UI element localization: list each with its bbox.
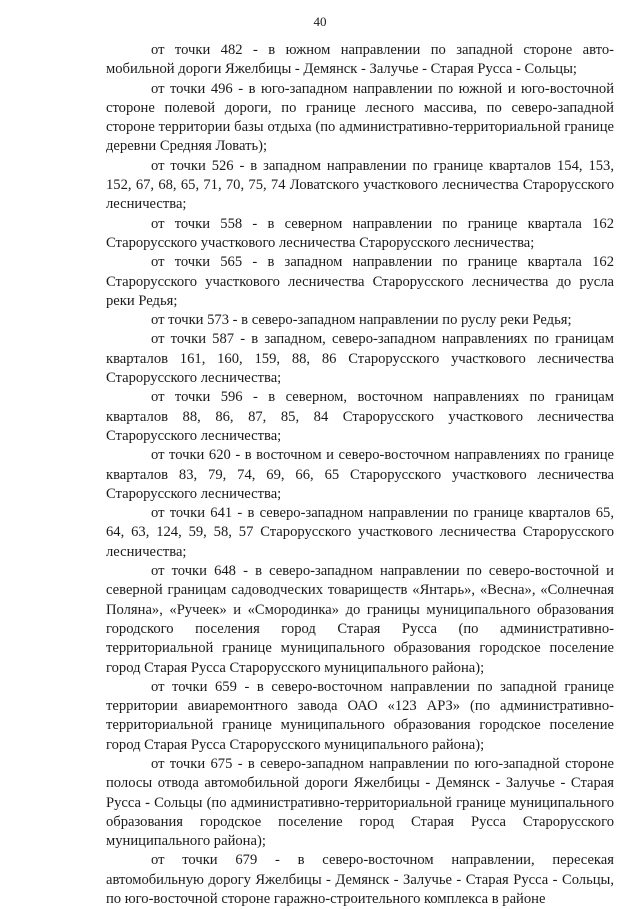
paragraph-point-659: от точки 659 - в северо-восточном направлении по западной границе территории авиаремонтного завода ОАО «123 АРЗ» (по административно-территориальной границе муниципального образования городское поселение город Старая Русса Старорусского муниципального района);	[106, 678, 614, 753]
paragraph-point-641: от точки 641 - в северо-западном направлении по границе кварталов 65, 64, 63, 124, 59, 58, 57 Старорусского участкового лесничества Старорусского лесничества;	[106, 505, 614, 560]
paragraph-point-565: от точки 565 - в западном направлении по границе квартала 162 Старорусского участкового лесничества Старорусского лесничества до русла реки Редья;	[106, 254, 614, 309]
paragraph-point-648: от точки 648 - в северо-западном направлении по северо-восточной и северной границам садоводческих товариществ «Янтарь», «Весна», «Солнечная Поляна», «Ручеек» и «Смородинка» до границы муниципального образования городского поселения город Старая Русса (по административно-территориальной границе муниципального образования городское поселение город Старая Русса Старорусского муниципального района);	[106, 563, 614, 676]
paragraph-point-496: от точки 496 - в юго-западном направлении по южной и юго-восточной стороне полевой дороги, по границе лесного массива, по северо-западной стороне территории базы отдыха (по административно-территориальной границе деревни Средняя Ловать);	[106, 80, 614, 155]
paragraph-point-482: от точки 482 - в южном направлении по западной стороне авто-мобильной дороги Яжелбицы - Демянск - Залучье - Старая Русса - Сольцы;	[106, 42, 614, 78]
paragraph-point-620: от точки 620 - в восточном и северо-восточном направлениях по границе кварталов 83, 79, 74, 69, 66, 65 Старорусского участкового лесничества Старорусского лесничества;	[106, 447, 614, 502]
paragraph-point-573: от точки 573 - в северо-западном направлении по руслу реки Редья;	[151, 312, 572, 329]
page-number: 40	[313, 14, 327, 29]
paragraph-point-679: от точки 679 - в северо-восточном направлении, пересекая автомобильную дорогу Яжелбицы - Демянск - Залучье - Старая Русса - Сольцы, по юго-восточной стороне гаражно-строительного комплекса в районе	[106, 852, 614, 908]
paragraph-point-675: от точки 675 - в северо-западном направлении по юго-западной стороне полосы отвода автомобильной дороги Яжелбицы - Демянск - Залучье - Старая Русса - Сольцы (по административно-территориальной границе муниципального образования городское поселение город Старая Русса Старорусского муниципального района);	[106, 755, 614, 850]
paragraph-point-526: от точки 526 - в западном направлении по границе кварталов 154, 153, 152, 67, 68, 65, 71, 70, 75, 74 Ловатского участкового лесничества Старорусского лесничества;	[106, 157, 614, 213]
paragraph-point-558: от точки 558 - в северном направлении по границе квартала 162 Старорусского участкового лесничества Старорусского лесничества;	[106, 215, 614, 251]
paragraph-point-587: от точки 587 - в западном, северо-западном направлениях по границам кварталов 161, 160, 159, 88, 86 Старорусского участкового лесничества Старорусского лесничества;	[106, 331, 614, 387]
document-body	[106, 41, 614, 909]
paragraph-point-596: от точки 596 - в северном, восточном направлениях по границам кварталов 88, 86, 87, 85, 84 Старорусского участкового лесничества Старорусского лесничества;	[106, 389, 614, 444]
